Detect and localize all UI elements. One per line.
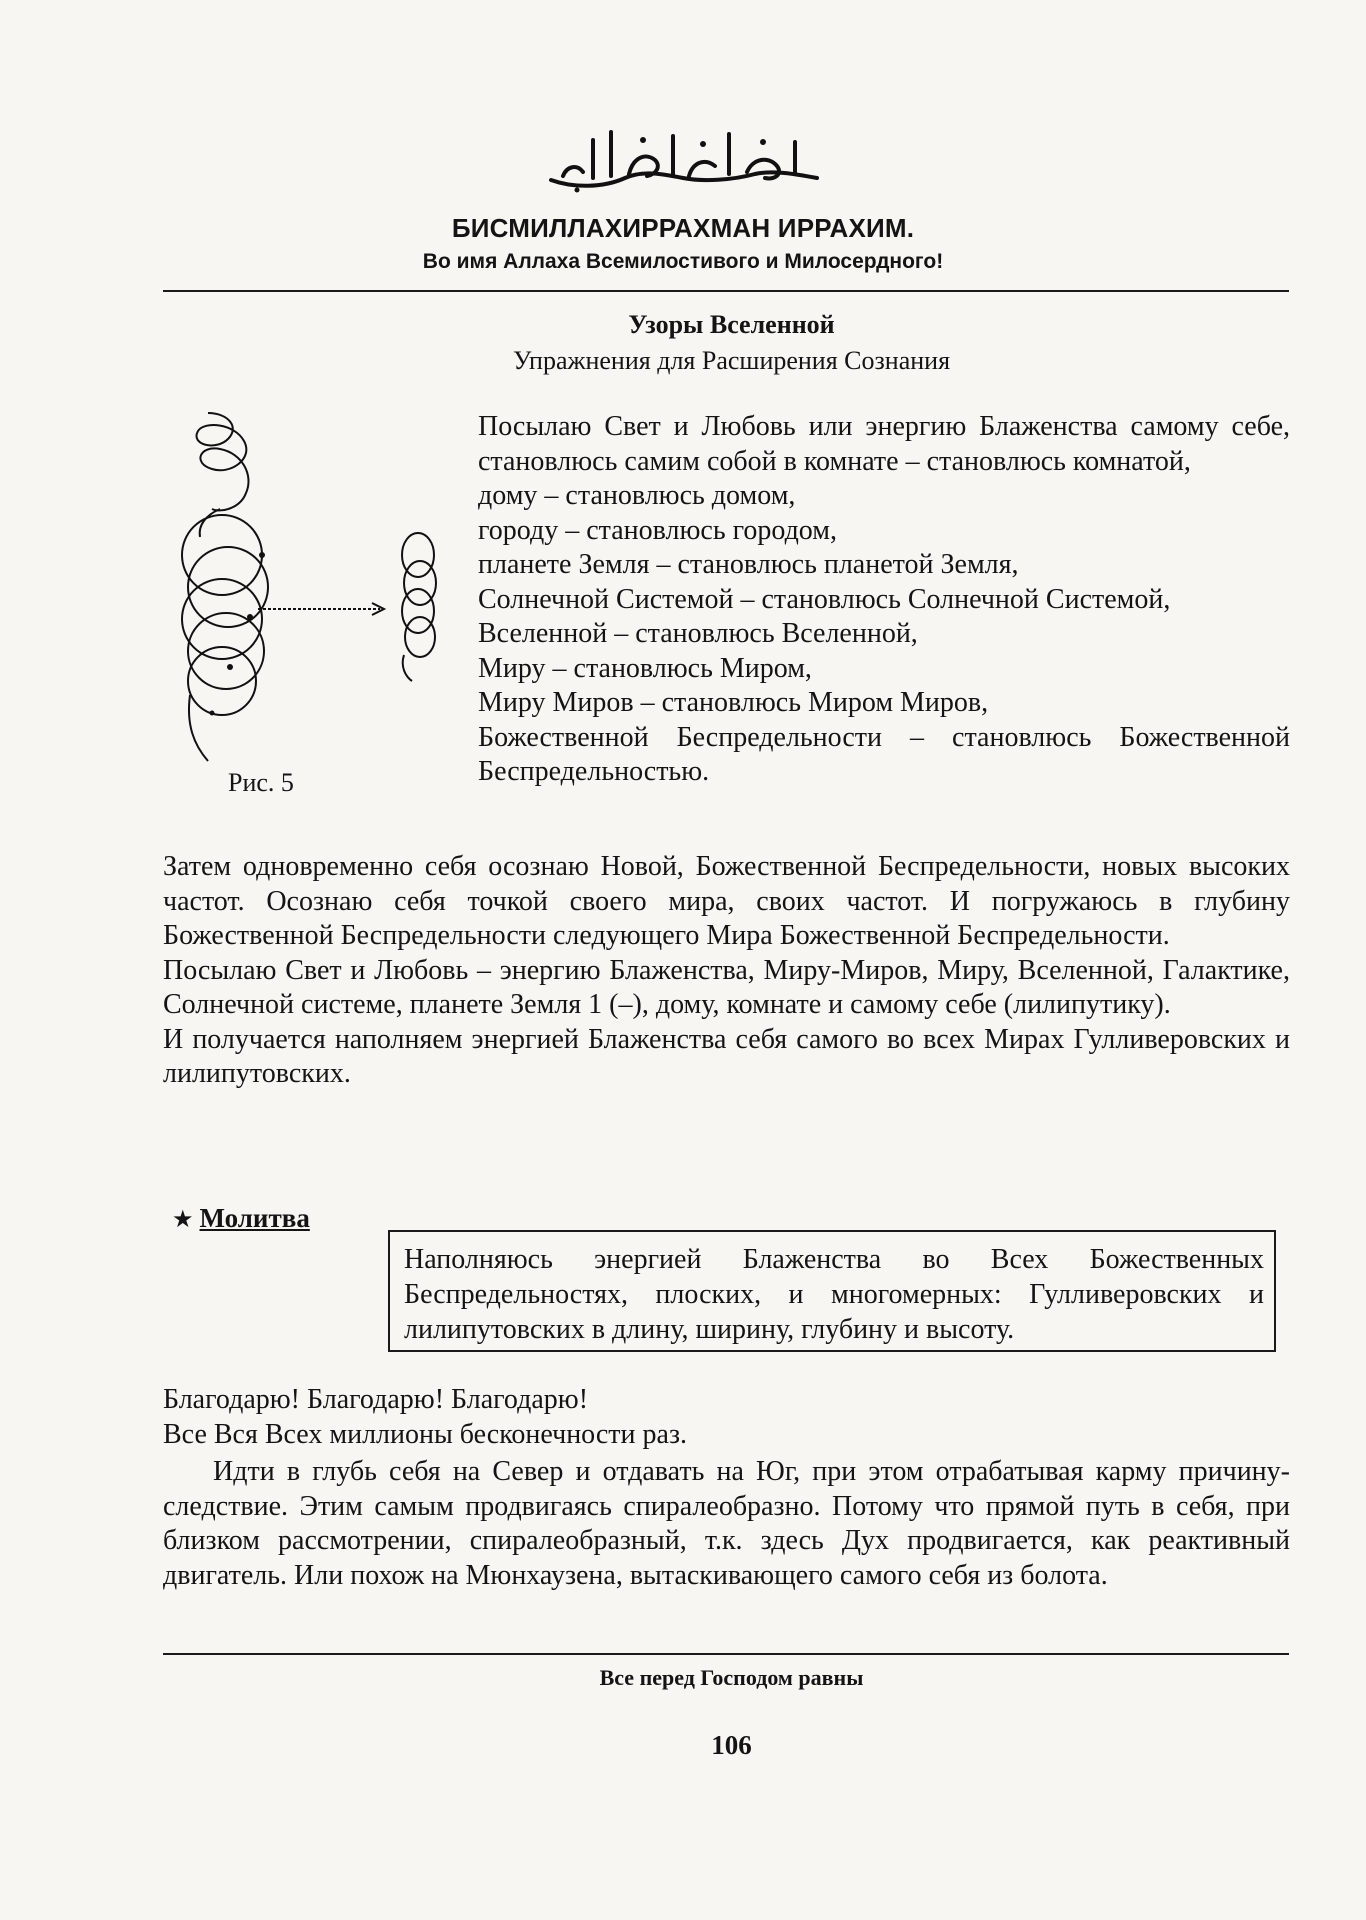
intro-line: Вселенной – становлюсь Вселенной, [478, 618, 918, 649]
body-paragraph: Посылаю Свет и Любовь – энергию Блаженства, Миру-Миров, Миру, Вселенной, Галактике, Солнечной системе, планете Земля 1 (–), дому, комнате и самому себе (лилипутику). [163, 954, 1290, 1020]
section-title: Узоры Вселенной [628, 310, 835, 339]
final-paragraph: Идти в глубь себя на Север и отдавать на Юг, при этом отрабатывая карму причину-следствие. Этим самым продвигаясь спиралеобразно. Потому что прямой путь в себя, при близком рассмотрении, спиралеобразный, т.к. здесь Дух продвигается, как реактивный двигатель. Или похож на Мюнхаузена, вытаскивающего самого себя из болота. [163, 1456, 1290, 1591]
prayer-label [172, 1203, 310, 1234]
footer-title: Все перед Господом равны [599, 1665, 864, 1690]
header-title: БИСМИЛЛАХИРРАХМАН ИРРАХИМ. [451, 213, 915, 243]
intro-lines [478, 410, 1290, 790]
header-subtitle: Во имя Аллаха Всемилостивого и Милосердного! [422, 250, 944, 273]
intro-line: дому – становлюсь домом, [478, 480, 796, 511]
intro-line: планете Земля – становлюсь планетой Земля, [478, 549, 1019, 580]
intro-line: городу – становлюсь городом, [478, 514, 837, 546]
footer-rule [163, 1653, 1289, 1655]
intro-line: Миру Миров – становлюсь Миром Миров, [478, 687, 989, 718]
prayer-text: Наполняюсь энергией Блаженства во Всех Божественных Беспредельностях, плоских, и многомерных: Гулливеровских и лилипутовских в длину, ширину, глубину и высоту. [404, 1244, 1264, 1345]
page-number: 106 [711, 1730, 752, 1760]
header-rule [163, 290, 1289, 292]
intro-line: Солнечной Системой – становлюсь Солнечной Системой, [478, 583, 1171, 615]
prayer-box [388, 1230, 1276, 1352]
star-icon: ★ [172, 1205, 194, 1233]
intro-line: Миру – становлюсь Миром, [478, 652, 812, 684]
spiral-drawing [150, 405, 450, 765]
thanks-line: Благодарю! Благодарю! Благодарю! [163, 1384, 589, 1415]
thanks-block [163, 1383, 1290, 1452]
body-paragraph: И получается наполняем энергией Блаженства себя самого во всех Мирах Гулливеровских и лилипутовских. [163, 1023, 1290, 1089]
thanks-line: Все Вся Всех миллионы бесконечности раз. [163, 1418, 688, 1450]
intro-line: Посылаю Свет и Любовь или энергию Блаженства самому себе, становлюсь самим собой в комнате – становлюсь комнатой, [478, 411, 1290, 477]
figure-caption: Рис. 5 [228, 768, 294, 797]
prayer-heading: Молитва [199, 1203, 310, 1233]
final-paragraph-block [163, 1455, 1290, 1593]
spiral-figure [150, 405, 450, 765]
intro-line: Божественной Беспредельности – становлюсь Божественной Беспредельностью. [478, 721, 1290, 787]
body-paragraphs [163, 850, 1290, 1092]
bismillah-calligraphy [0, 118, 1366, 203]
calligraphy-drawing [533, 118, 833, 198]
body-paragraph: Затем одновременно себя осознаю Новой, Божественной Беспредельности, новых высоких частот. Осознаю себя точкой своего мира, своих частот. И погружаюсь в глубину Божественной Беспредельности следующего Мира Божественной Беспредельности. [163, 851, 1290, 951]
section-subtitle: Упражнения для Расширения Сознания [512, 346, 951, 375]
